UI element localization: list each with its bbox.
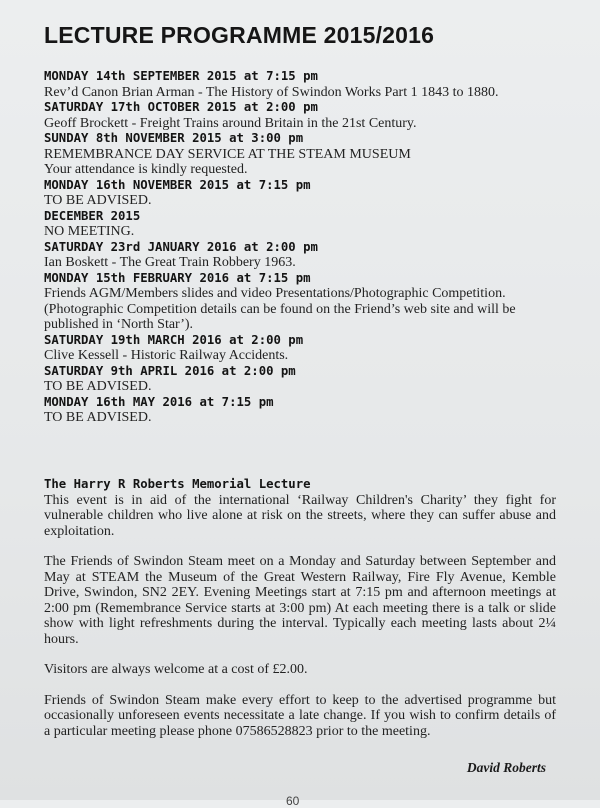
visitor-fee-paragraph: Visitors are always welcome at a cost of £2.00. bbox=[44, 662, 308, 677]
lecture-entry bbox=[44, 178, 556, 209]
lecture-entry bbox=[44, 100, 556, 131]
lecture-entry bbox=[44, 209, 556, 240]
memorial-section bbox=[44, 477, 556, 754]
signature: David Roberts bbox=[466, 760, 546, 775]
meeting-info-paragraph: The Friends of Swindon Steam meet on a Monday and Saturday between September and May at STEAM the Museum of the Great Western Railway, Fire Fly Avenue, Kemble Drive, Swindon, SN2 2EY. Evening Meetings start at 7:15 pm and afternoon meetings at 2:00 pm (Remembrance Service starts at 3:00 pm) At each meeting there is a talk or slide show with light refreshments during the interval. Typically each meeting lasts about 2¼ hours. bbox=[44, 554, 556, 647]
lecture-entry bbox=[44, 240, 556, 271]
lecture-detail: Your attendance is kindly requested. bbox=[44, 162, 248, 177]
lecture-date: SATURDAY 19th MARCH 2016 at 2:00 pm bbox=[44, 332, 304, 347]
memorial-text: This event is in aid of the international ‘Railway Children's Charity’ they fight for vulnerable children who live alone at risk on the streets, where they can suffer abuse and exploitation. bbox=[44, 492, 556, 539]
lecture-detail: NO MEETING. bbox=[44, 224, 135, 239]
lecture-date: MONDAY 15th FEBRUARY 2016 at 7:15 pm bbox=[44, 270, 311, 285]
memorial-heading: The Harry R Roberts Memorial Lecture bbox=[44, 477, 311, 491]
lecture-date: SUNDAY 8th NOVEMBER 2015 at 3:00 pm bbox=[44, 131, 304, 145]
lecture-detail: Clive Kessell - Historic Railway Accidents. bbox=[44, 348, 289, 363]
lecture-entry bbox=[44, 364, 556, 395]
lecture-entry bbox=[44, 131, 556, 178]
lecture-detail: Friends AGM/Members slides and video Presentations/Photographic Competition. bbox=[44, 286, 506, 301]
lecture-detail: Geoff Brockett - Freight Trains around Britain in the 21st Century. bbox=[44, 115, 417, 131]
lecture-date: DECEMBER 2015 bbox=[44, 208, 141, 223]
lecture-entry bbox=[44, 69, 556, 100]
lecture-date: MONDAY 16th NOVEMBER 2015 at 7:15 pm bbox=[44, 177, 311, 192]
programme-change-paragraph: Friends of Swindon Steam make every effort to keep to the advertised programme but occasionally unforeseen events necessitate a late change. If you wish to confirm details of a particular meeting please phone 07586528823 prior to the meeting. bbox=[44, 692, 556, 739]
lecture-date: MONDAY 16th MAY 2016 at 7:15 pm bbox=[44, 394, 274, 409]
lecture-date: SATURDAY 9th APRIL 2016 at 2:00 pm bbox=[44, 363, 296, 378]
lecture-detail: Ian Boskett - The Great Train Robbery 1963. bbox=[44, 255, 296, 270]
lecture-date: SATURDAY 23rd JANUARY 2016 at 2:00 pm bbox=[44, 239, 318, 254]
lecture-entry bbox=[44, 271, 556, 333]
lecture-detail: TO BE ADVISED. bbox=[44, 410, 152, 425]
lecture-date: SATURDAY 17th OCTOBER 2015 at 2:00 pm bbox=[44, 100, 318, 114]
lecture-list bbox=[44, 69, 556, 426]
lecture-date: MONDAY 14th SEPTEMBER 2015 at 7:15 pm bbox=[44, 69, 318, 83]
lecture-detail: TO BE ADVISED. bbox=[44, 379, 152, 394]
lecture-detail: TO BE ADVISED. bbox=[44, 193, 152, 208]
page-number: 60 bbox=[286, 794, 300, 808]
lecture-detail: Rev’d Canon Brian Arman - The History of Swindon Works Part 1 1843 to 1880. bbox=[44, 84, 499, 100]
lecture-detail: REMEMBRANCE DAY SERVICE AT THE STEAM MUSEUM bbox=[44, 146, 411, 162]
lecture-detail: (Photographic Competition details can be found on the Friend’s web site and will be published in ‘North Star’). bbox=[44, 301, 516, 332]
lecture-entry bbox=[44, 395, 556, 426]
page-title: LECTURE PROGRAMME 2015/2016 bbox=[44, 22, 435, 48]
lecture-entry bbox=[44, 333, 556, 364]
